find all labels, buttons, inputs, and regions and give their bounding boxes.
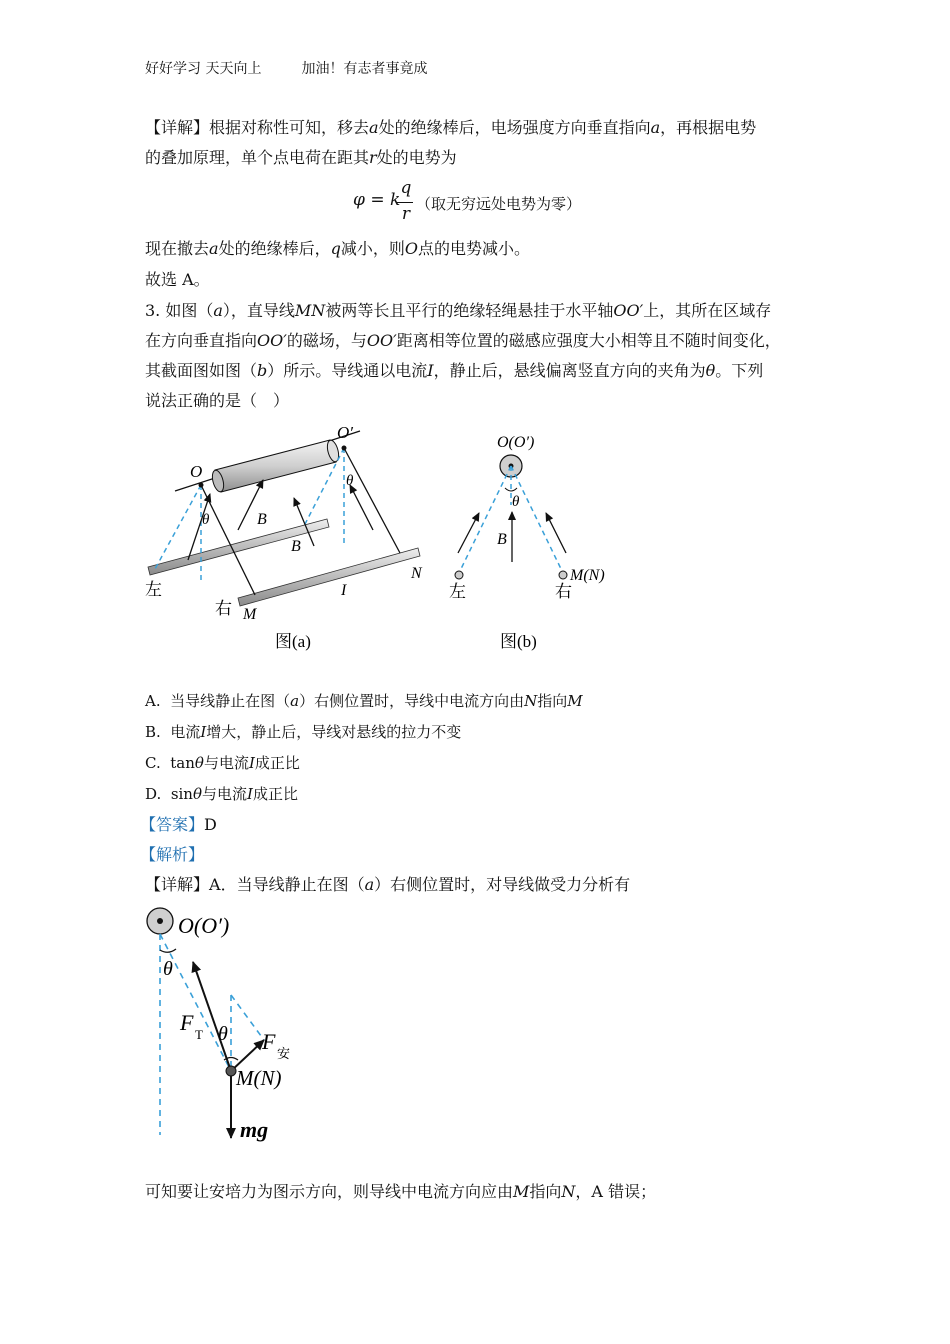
caption-b: 图(b) (500, 632, 537, 651)
text: 点的电势减小。 (417, 239, 530, 258)
var: MN (294, 301, 326, 320)
label-ft: F (180, 1010, 194, 1035)
text: 当导线静止在图（ (170, 692, 291, 710)
detail-tag: 【详解】 (145, 875, 210, 894)
axis-center (157, 918, 163, 924)
text: 被两等长且平行的绝缘轻绳悬挂于水平轴 (325, 301, 614, 320)
text: 距离相等位置的磁感应强度大小相等且不随时间变化， (396, 331, 781, 350)
point-o (199, 483, 204, 488)
answer-line (140, 814, 217, 836)
label-right: 右 (215, 599, 232, 618)
wire-left (455, 571, 463, 579)
label-mn: M(N) (570, 567, 605, 584)
text: 处的绝缘棒后，电场强度方向垂直指向 (378, 118, 651, 137)
text: 处的电势为 (376, 148, 457, 167)
var: I (200, 723, 207, 741)
final-line (145, 1181, 656, 1203)
string-m (201, 485, 255, 595)
var: OO′ (613, 301, 644, 320)
var: M (567, 692, 583, 710)
var: I (248, 754, 255, 772)
label-f-an: F (262, 1029, 276, 1054)
var: M (513, 1182, 530, 1201)
label-b: B (291, 538, 301, 555)
text: 其截面图如图（ (145, 361, 258, 380)
text: 根据对称性可知，移去 (209, 118, 370, 137)
text: ）所示。导线通以电流 (267, 361, 428, 380)
var-q: q (330, 239, 341, 258)
var: θ (192, 785, 202, 803)
var: b (257, 361, 268, 380)
detail-line-1 (145, 117, 756, 139)
option-a (145, 690, 583, 712)
fraction-bar (397, 202, 413, 203)
answer-value: D (204, 815, 217, 834)
label-right: 右 (555, 582, 572, 601)
label-f-an-sub: 安 (277, 1046, 291, 1061)
option-c (145, 752, 300, 774)
text: 与电流 (202, 785, 248, 803)
label-o-prime: O′ (337, 423, 353, 442)
var-a: a (650, 118, 661, 137)
label-i: I (341, 582, 347, 599)
text: 在方向垂直指向 (145, 331, 258, 350)
text: ）右侧位置时，对导线做受力分析有 (374, 875, 631, 894)
text: 的叠加原理，单个点电荷在距其 (145, 148, 370, 167)
var: a (290, 692, 300, 710)
text: ）右侧位置时，导线中电流方向由 (299, 692, 525, 710)
label-theta: θ (202, 512, 210, 528)
text: 电流 (170, 723, 201, 741)
q3-line-4: 说法正确的是（ ） (145, 391, 290, 410)
label-m: M (243, 606, 257, 623)
label-oo-prime: O(O′) (497, 434, 535, 451)
var: θ (705, 361, 716, 380)
force-arrows (193, 962, 264, 1138)
text: sin (170, 785, 193, 803)
q3-line-1 (145, 300, 771, 322)
var: I (247, 785, 253, 803)
text: 现在撤去 (145, 239, 210, 258)
label-left: 左 (449, 582, 466, 601)
detail2-line (145, 874, 630, 896)
text: 指向 (537, 692, 568, 710)
var: a (213, 301, 223, 320)
field-arrows (188, 480, 373, 560)
text: 成正比 (254, 754, 300, 772)
figure-b (440, 418, 640, 658)
var: OO′ (257, 331, 287, 350)
page-header (145, 58, 427, 80)
force-diagram (140, 900, 320, 1150)
point-o-prime (342, 446, 347, 451)
axis-cylinder (215, 440, 336, 492)
option-d (145, 783, 298, 805)
var: I (427, 361, 434, 380)
field-arrows (458, 512, 566, 562)
var: N (561, 1182, 576, 1201)
text: ），直导线 (222, 301, 295, 320)
wire-mn (238, 548, 420, 606)
header-left: 好好学习 天天向上 (145, 61, 262, 77)
label-theta: θ (218, 1023, 228, 1045)
text: 减小，则 (340, 239, 405, 258)
string-n (344, 448, 400, 553)
caption-a: 图(a) (275, 632, 311, 651)
figure-a (140, 418, 440, 658)
label-mn: M(N) (236, 1066, 282, 1090)
var: θ (194, 754, 204, 772)
answer-label: 【答案】 (140, 815, 205, 834)
wire-section (226, 1066, 236, 1076)
text: ，A 错误； (575, 1182, 657, 1201)
phi-symbol: φ (353, 190, 365, 210)
detail-line-2 (145, 147, 457, 169)
label-o: O (190, 462, 203, 481)
text: 的磁场，与 (286, 331, 367, 350)
text: ，再根据电势 (660, 118, 757, 137)
potential-formula (353, 190, 400, 210)
label-theta: θ (346, 473, 354, 489)
text: tan (170, 754, 195, 772)
analysis-label: 【解析】 (140, 845, 205, 864)
equals: = (370, 190, 385, 210)
text: 处的绝缘棒后， (218, 239, 331, 258)
conclusion-line (145, 238, 530, 260)
text: 增大，静止后，导线对悬线的拉力不变 (206, 723, 462, 741)
k-constant: k (389, 190, 401, 210)
header-right: 加油！有志者事竟成 (301, 61, 428, 77)
option-key: A. (145, 692, 161, 710)
var: a (364, 875, 375, 894)
label-b: B (257, 511, 267, 528)
label-ft-sub: T (195, 1027, 203, 1042)
text: 上，其所在区域存 (643, 301, 772, 320)
q3-line-2 (145, 330, 781, 352)
option-key: C. (145, 754, 161, 772)
dashed-lines (160, 934, 264, 1135)
wire-right (559, 571, 567, 579)
var: OO′ (366, 331, 397, 350)
formula-note: （取无穷远处电势为零） (416, 195, 582, 213)
text: 指向 (529, 1182, 562, 1201)
label-mg: mg (240, 1117, 269, 1142)
dashed-lines (459, 466, 563, 573)
fraction-denominator: r (401, 204, 411, 224)
text: 与电流 (203, 754, 249, 772)
label-theta: θ (512, 494, 520, 510)
var: N (524, 692, 538, 710)
option-key: D. (145, 785, 162, 803)
var-a: a (209, 239, 219, 258)
left-rod (148, 519, 329, 575)
label-n: N (411, 565, 422, 582)
q3-line-3 (145, 360, 763, 382)
var-r: r (369, 148, 377, 167)
angle-arc (160, 949, 176, 952)
text: 。下列 (715, 361, 764, 380)
var-o: O (404, 239, 418, 258)
label-left: 左 (145, 580, 162, 599)
text: 可知要让安培力为图示方向，则导线中电流方向应由 (145, 1182, 514, 1201)
detail-tag: 【详解】 (145, 118, 210, 137)
text: 成正比 (252, 785, 298, 803)
text: ，静止后，悬线偏离竖直方向的夹角为 (433, 361, 706, 380)
var-a: a (369, 118, 379, 137)
option-key: B. (145, 723, 161, 741)
text: A．当导线静止在图（ (209, 875, 365, 894)
choice-line: 故选 A。 (145, 270, 210, 289)
text: 3. 如图（ (145, 301, 214, 320)
label-theta: θ (163, 958, 173, 980)
label-b: B (497, 531, 507, 548)
option-b (145, 721, 461, 743)
label-oo-prime: O(O′) (178, 913, 230, 938)
fraction-numerator: q (400, 178, 412, 198)
